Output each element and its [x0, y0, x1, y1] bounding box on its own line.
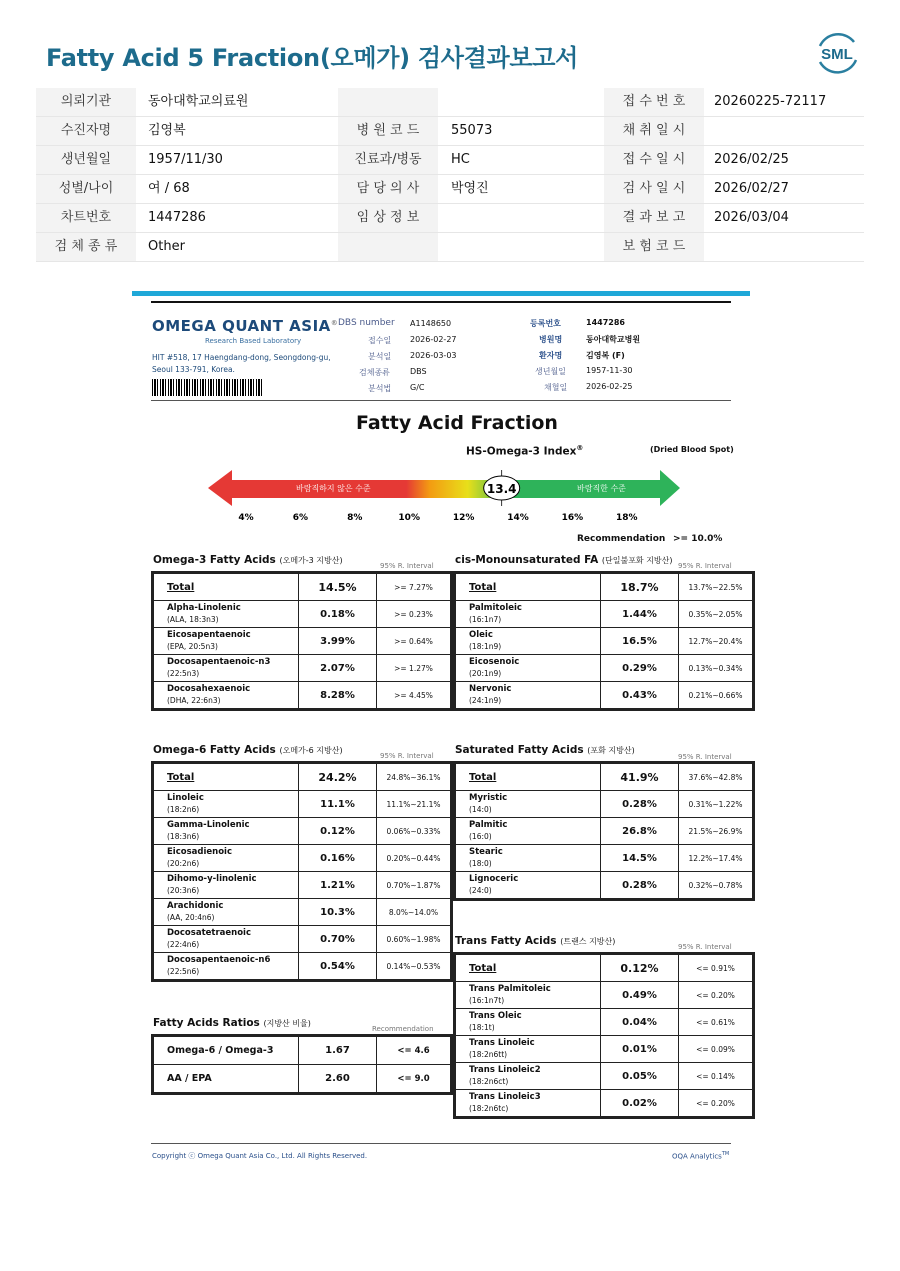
fatty-acid-name: Arachidonic [167, 901, 224, 911]
fatty-acid-name: Trans Linoleic3 [469, 1092, 541, 1102]
fatty-acid-formula: (20:2n6) [167, 859, 200, 868]
fatty-acid-formula: (DHA, 22:6n3) [167, 696, 221, 705]
reference-range: >= 7.27% [377, 574, 451, 601]
patient-info-label: 검 사 일 시 [604, 175, 704, 203]
index-title: HS-Omega-3 Index® [466, 444, 584, 458]
result-value: 0.04% [601, 1009, 679, 1036]
table-row [154, 1037, 451, 1065]
omega6-table [151, 761, 453, 982]
fraction-title: Fatty Acid Fraction [356, 412, 558, 434]
fatty-acid-name: Nervonic [469, 684, 512, 694]
saturated-title: Saturated Fatty Acids (포화 지방산) [455, 744, 635, 756]
fatty-acid-formula: (18:2n6tc) [469, 1104, 509, 1113]
omega3-index-gauge [200, 462, 700, 530]
gauge-tick-label: 4% [238, 513, 254, 523]
table-row [456, 1063, 753, 1090]
patient-info-label: 의뢰기관 [36, 88, 136, 116]
table-row [154, 791, 451, 818]
result-value: 18.7% [601, 574, 679, 601]
patient-info-row [36, 146, 864, 175]
result-value: 16.5% [601, 628, 679, 655]
anal-value: 2026-03-03 [410, 351, 457, 360]
omega3-table [151, 571, 453, 711]
table-row [456, 655, 753, 682]
patient-info-value: 2026/03/04 [714, 210, 789, 225]
table-row [154, 601, 451, 628]
recommendation-value: >= 10.0% [673, 534, 723, 544]
report-header-rule [151, 400, 731, 401]
reference-range: 0.35%~2.05% [679, 601, 753, 628]
fatty-acid-name: Oleic [469, 630, 493, 640]
result-value: 3.99% [299, 628, 377, 655]
fatty-acid-formula: (18:1n9) [469, 642, 502, 651]
patient-info-row [36, 88, 864, 117]
table-row [154, 655, 451, 682]
lab-address-2: Seoul 133-791, Korea. [152, 365, 235, 374]
fatty-acid-formula: (18:2n6ct) [469, 1077, 509, 1086]
table-row [456, 601, 753, 628]
fatty-acid-name: AA / EPA [167, 1073, 212, 1084]
fatty-acid-name: Lignoceric [469, 874, 519, 884]
result-value: 1.44% [601, 601, 679, 628]
result-value: 0.18% [299, 601, 377, 628]
gauge-tick-label: 18% [616, 513, 638, 523]
fatty-acid-name: Gamma-Linolenic [167, 820, 250, 830]
reference-range: <= 0.20% [679, 1090, 753, 1117]
result-value: 0.54% [299, 953, 377, 980]
patient-info-label: 채 취 일 시 [604, 117, 704, 145]
fatty-acid-name: Linoleic [167, 793, 204, 803]
gauge-tick-label: 16% [561, 513, 584, 523]
method-value: G/C [410, 383, 425, 392]
hosp-value: 동아대학교병원 [586, 335, 641, 344]
fatty-acid-formula: (22:5n6) [167, 967, 200, 976]
draw-value: 2026-02-25 [586, 382, 633, 391]
result-value: 0.28% [601, 872, 679, 899]
reference-range: <= 0.91% [679, 955, 753, 982]
fatty-acid-formula: (18:3n6) [167, 832, 200, 841]
omega6-title: Omega-6 Fatty Acids (오메가-6 지방산) [153, 744, 343, 756]
gauge-tick-label: 10% [398, 513, 420, 523]
sml-logo-icon [812, 30, 862, 76]
table-row [456, 682, 753, 709]
sml-logo [812, 30, 862, 76]
patient-info-label: 병 원 코 드 [338, 117, 438, 145]
reference-range: 8.0%~14.0% [377, 899, 451, 926]
patient-info-value: 여 / 68 [148, 181, 190, 196]
table-row [154, 818, 451, 845]
fatty-acid-name: Dihomo-y-linolenic [167, 874, 257, 884]
sml-logo-text: SML [821, 46, 853, 63]
reference-range: <= 4.6 [377, 1037, 451, 1065]
result-value: 0.28% [601, 791, 679, 818]
dob-label: 생년월일 [535, 367, 566, 376]
fatty-acid-formula: (ALA, 18:3n3) [167, 615, 219, 624]
gauge-marker-value: 13.4 [486, 482, 517, 496]
table-row [154, 574, 451, 601]
fatty-acid-formula: (20:3n6) [167, 886, 200, 895]
fatty-acid-formula: (AA, 20:4n6) [167, 913, 215, 922]
fatty-acid-formula: (24:0) [469, 886, 492, 895]
omega3-title: Omega-3 Fatty Acids (오메가-3 지방산) [153, 554, 343, 566]
footer-brand: OQA Analytics™ [672, 1151, 730, 1161]
table-row [456, 1090, 753, 1117]
method-label: 분석법 [368, 384, 392, 393]
patient-info-row [36, 175, 864, 204]
fatty-acid-name: Total [167, 581, 195, 593]
patient-info-value: 동아대학교의료원 [148, 94, 249, 109]
reference-range: 12.7%~20.4% [679, 628, 753, 655]
result-value: 0.70% [299, 926, 377, 953]
fatty-acid-name: Trans Linoleic2 [469, 1065, 541, 1075]
patient-info-value: 김영복 [148, 123, 186, 138]
result-value: 0.01% [601, 1036, 679, 1063]
gauge-good-label: 바람직한 수준 [577, 484, 626, 493]
patient-info-value: HC [451, 152, 470, 167]
name-value: 김영복 (F) [586, 351, 625, 360]
mufa-ri-label: 95% R. Interval [678, 562, 732, 570]
patient-info-label: 성별/나이 [36, 175, 136, 203]
fatty-acid-formula: (22:5n3) [167, 669, 200, 678]
reference-range: 0.31%~1.22% [679, 791, 753, 818]
table-row [154, 926, 451, 953]
table-row [154, 1065, 451, 1093]
dbs-value: A1148650 [410, 319, 452, 328]
reference-range: >= 4.45% [377, 682, 451, 709]
result-value: 0.16% [299, 845, 377, 872]
fatty-acid-name: Total [469, 771, 497, 783]
fatty-acid-name: Docosapentaenoic-n6 [167, 955, 271, 965]
patient-info-label [338, 88, 438, 116]
trans-table [453, 952, 755, 1119]
fatty-acid-formula: (24:1n9) [469, 696, 502, 705]
type-label: 검체종류 [359, 368, 390, 377]
result-value: 0.12% [601, 955, 679, 982]
fatty-acid-name: Eicosenoic [469, 657, 520, 667]
fatty-acid-formula: (EPA, 20:5n3) [167, 642, 218, 651]
ratios-rec-label: Recommendation [372, 1025, 434, 1033]
result-value: 14.5% [299, 574, 377, 601]
patient-info-label: 진료과/병동 [338, 146, 438, 174]
fatty-acid-name: Trans Palmitoleic [469, 984, 551, 994]
gauge-tick-label: 14% [507, 513, 529, 523]
mufa-table [453, 571, 755, 711]
dbs-label: DBS number [338, 318, 395, 328]
reference-range: >= 0.23% [377, 601, 451, 628]
gauge-bad-label: 바람직하지 않은 수준 [296, 484, 371, 493]
trans-ri-label: 95% R. Interval [678, 943, 732, 951]
table-row [456, 872, 753, 899]
patient-info-grid [36, 88, 864, 262]
patient-info-value: Other [148, 239, 185, 254]
index-note: (Dried Blood Spot) [650, 445, 734, 454]
patient-info-value: 2026/02/27 [714, 181, 789, 196]
table-row [456, 1009, 753, 1036]
fatty-acid-name: Total [469, 581, 497, 593]
result-value: 2.60 [299, 1065, 377, 1093]
reference-range: <= 0.20% [679, 982, 753, 1009]
fatty-acid-name: Stearic [469, 847, 503, 857]
patient-info-label: 보 험 코 드 [604, 233, 704, 261]
reference-range: 13.7%~22.5% [679, 574, 753, 601]
fatty-acid-name: Palmitoleic [469, 603, 522, 613]
gauge-tick-label: 8% [347, 513, 363, 523]
gauge-tick-label: 12% [452, 513, 475, 523]
reference-range: <= 0.09% [679, 1036, 753, 1063]
fatty-acid-formula: (18:2n6) [167, 805, 200, 814]
fatty-acid-formula: (16:1n7) [469, 615, 502, 624]
reference-range: 0.13%~0.34% [679, 655, 753, 682]
result-value: 41.9% [601, 764, 679, 791]
saturated-table [453, 761, 755, 901]
report-accent-bar [132, 291, 750, 296]
patient-info-label: 접 수 일 시 [604, 146, 704, 174]
reference-range: 21.5%~26.9% [679, 818, 753, 845]
result-value: 8.28% [299, 682, 377, 709]
table-row [154, 872, 451, 899]
reference-range: 12.2%~17.4% [679, 845, 753, 872]
patient-info-label [338, 233, 438, 261]
patient-info-label: 접 수 번 호 [604, 88, 704, 116]
result-value: 11.1% [299, 791, 377, 818]
table-row [154, 628, 451, 655]
fatty-acid-name: Docosatetraenoic [167, 928, 251, 938]
hosp-label: 병원명 [539, 335, 563, 344]
result-value: 0.05% [601, 1063, 679, 1090]
patient-info-value: 2026/02/25 [714, 152, 789, 167]
reg-label: 등록번호 [530, 319, 561, 328]
patient-info-label: 수진자명 [36, 117, 136, 145]
table-row [154, 953, 451, 980]
table-row [154, 682, 451, 709]
reference-range: <= 9.0 [377, 1065, 451, 1093]
reference-range: 0.70%~1.87% [377, 872, 451, 899]
reference-range: 11.1%~21.1% [377, 791, 451, 818]
fatty-acid-name: Eicosapentaenoic [167, 630, 251, 640]
type-value: DBS [410, 367, 427, 376]
fatty-acid-name: Docosahexaenoic [167, 684, 251, 694]
result-value: 0.12% [299, 818, 377, 845]
patient-info-label: 임 상 정 보 [338, 204, 438, 232]
omega3-ri-label: 95% R. Interval [380, 562, 434, 570]
table-row [456, 764, 753, 791]
reg-value: 1447286 [586, 318, 625, 327]
fatty-acid-name: Palmitic [469, 820, 508, 830]
lab-address-1: HIT #518, 17 Haengdang-dong, Seongdong-gu, [152, 353, 331, 362]
report-top-rule [151, 301, 731, 303]
reference-range: 37.6%~42.8% [679, 764, 753, 791]
fatty-acid-formula: (20:1n9) [469, 669, 502, 678]
fatty-acid-name: Trans Oleic [469, 1011, 522, 1021]
patient-info-label: 담 당 의 사 [338, 175, 438, 203]
table-row [154, 764, 451, 791]
fatty-acid-formula: (14:0) [469, 805, 492, 814]
fatty-acid-name: Total [167, 771, 195, 783]
result-value: 0.02% [601, 1090, 679, 1117]
result-value: 26.8% [601, 818, 679, 845]
patient-info-row [36, 233, 864, 262]
footer-rule [151, 1143, 731, 1144]
saturated-ri-label: 95% R. Interval [678, 753, 732, 761]
table-row [456, 982, 753, 1009]
footer-copyright: Copyright ⓒ Omega Quant Asia Co., Ltd. All Rights Reserved. [152, 1152, 368, 1160]
reference-range: 0.14%~0.53% [377, 953, 451, 980]
reference-range: <= 0.14% [679, 1063, 753, 1090]
result-value: 1.67 [299, 1037, 377, 1065]
ratios-table [151, 1034, 453, 1095]
recommendation-label: Recommendation [577, 534, 666, 544]
table-row [456, 818, 753, 845]
gauge-tick-label: 6% [292, 513, 309, 523]
patient-info-value: 55073 [451, 123, 493, 138]
fatty-acid-formula: (18:2n6tt) [469, 1050, 508, 1059]
patient-info-row [36, 204, 864, 233]
trans-title: Trans Fatty Acids (트랜스 지방산) [455, 935, 616, 947]
barcode [152, 379, 262, 396]
fatty-acid-formula: (16:0) [469, 832, 492, 841]
reference-range: 0.60%~1.98% [377, 926, 451, 953]
ratios-title: Fatty Acids Ratios (지방산 비율) [153, 1017, 311, 1029]
patient-info-label: 차트번호 [36, 204, 136, 232]
fatty-acid-formula: (16:1n7t) [469, 996, 505, 1005]
table-row [456, 628, 753, 655]
recv-label: 접수일 [368, 336, 392, 345]
fatty-acid-name: Eicosadienoic [167, 847, 232, 857]
fatty-acid-name: Total [469, 962, 497, 974]
result-value: 0.29% [601, 655, 679, 682]
reference-range: 0.21%~0.66% [679, 682, 753, 709]
reference-range: 0.32%~0.78% [679, 872, 753, 899]
result-value: 24.2% [299, 764, 377, 791]
name-label: 환자명 [539, 351, 563, 360]
result-value: 1.21% [299, 872, 377, 899]
table-row [154, 845, 451, 872]
recv-value: 2026-02-27 [410, 335, 457, 344]
patient-info-row [36, 117, 864, 146]
report-title: Fatty Acid 5 Fraction(오메가) 검사결과보고서 [46, 44, 579, 72]
patient-info-value: 박영진 [451, 181, 489, 196]
fatty-acid-name: Alpha-Linolenic [167, 603, 241, 613]
result-value: 10.3% [299, 899, 377, 926]
lab-name: OMEGA QUANT ASIA® [152, 317, 339, 335]
patient-info-label: 검 체 종 류 [36, 233, 136, 261]
table-row [456, 791, 753, 818]
lab-tagline: Research Based Laboratory [205, 337, 302, 345]
reference-range: 0.06%~0.33% [377, 818, 451, 845]
mufa-title: cis-Monounsaturated FA (단일불포화 지방산) [455, 554, 673, 566]
fatty-acid-name: Docosapentaenoic-n3 [167, 657, 271, 667]
fatty-acid-name: Omega-6 / Omega-3 [167, 1045, 274, 1056]
patient-info-label: 생년월일 [36, 146, 136, 174]
table-row [456, 955, 753, 982]
fatty-acid-formula: (18:0) [469, 859, 492, 868]
reference-range: 0.20%~0.44% [377, 845, 451, 872]
fatty-acid-name: Myristic [469, 793, 508, 803]
table-row [456, 574, 753, 601]
patient-info-value: 1957/11/30 [148, 152, 223, 167]
reference-range: 24.8%~36.1% [377, 764, 451, 791]
gauge-value-marker [484, 470, 520, 506]
table-row [154, 899, 451, 926]
patient-info-label: 결 과 보 고 [604, 204, 704, 232]
patient-info-value: 20260225-72117 [714, 94, 827, 109]
table-row [456, 845, 753, 872]
anal-label: 분석일 [368, 352, 392, 361]
dob-value: 1957-11-30 [586, 366, 633, 375]
result-value: 0.43% [601, 682, 679, 709]
reference-range: <= 0.61% [679, 1009, 753, 1036]
draw-label: 채혈일 [544, 383, 568, 392]
fatty-acid-formula: (18:1t) [469, 1023, 495, 1032]
result-value: 14.5% [601, 845, 679, 872]
reference-range: >= 0.64% [377, 628, 451, 655]
table-row [456, 1036, 753, 1063]
patient-info-value: 1447286 [148, 210, 206, 225]
omega6-ri-label: 95% R. Interval [380, 752, 434, 760]
result-value: 0.49% [601, 982, 679, 1009]
fatty-acid-formula: (22:4n6) [167, 940, 200, 949]
reference-range: >= 1.27% [377, 655, 451, 682]
result-value: 2.07% [299, 655, 377, 682]
fatty-acid-name: Trans Linoleic [469, 1038, 535, 1048]
